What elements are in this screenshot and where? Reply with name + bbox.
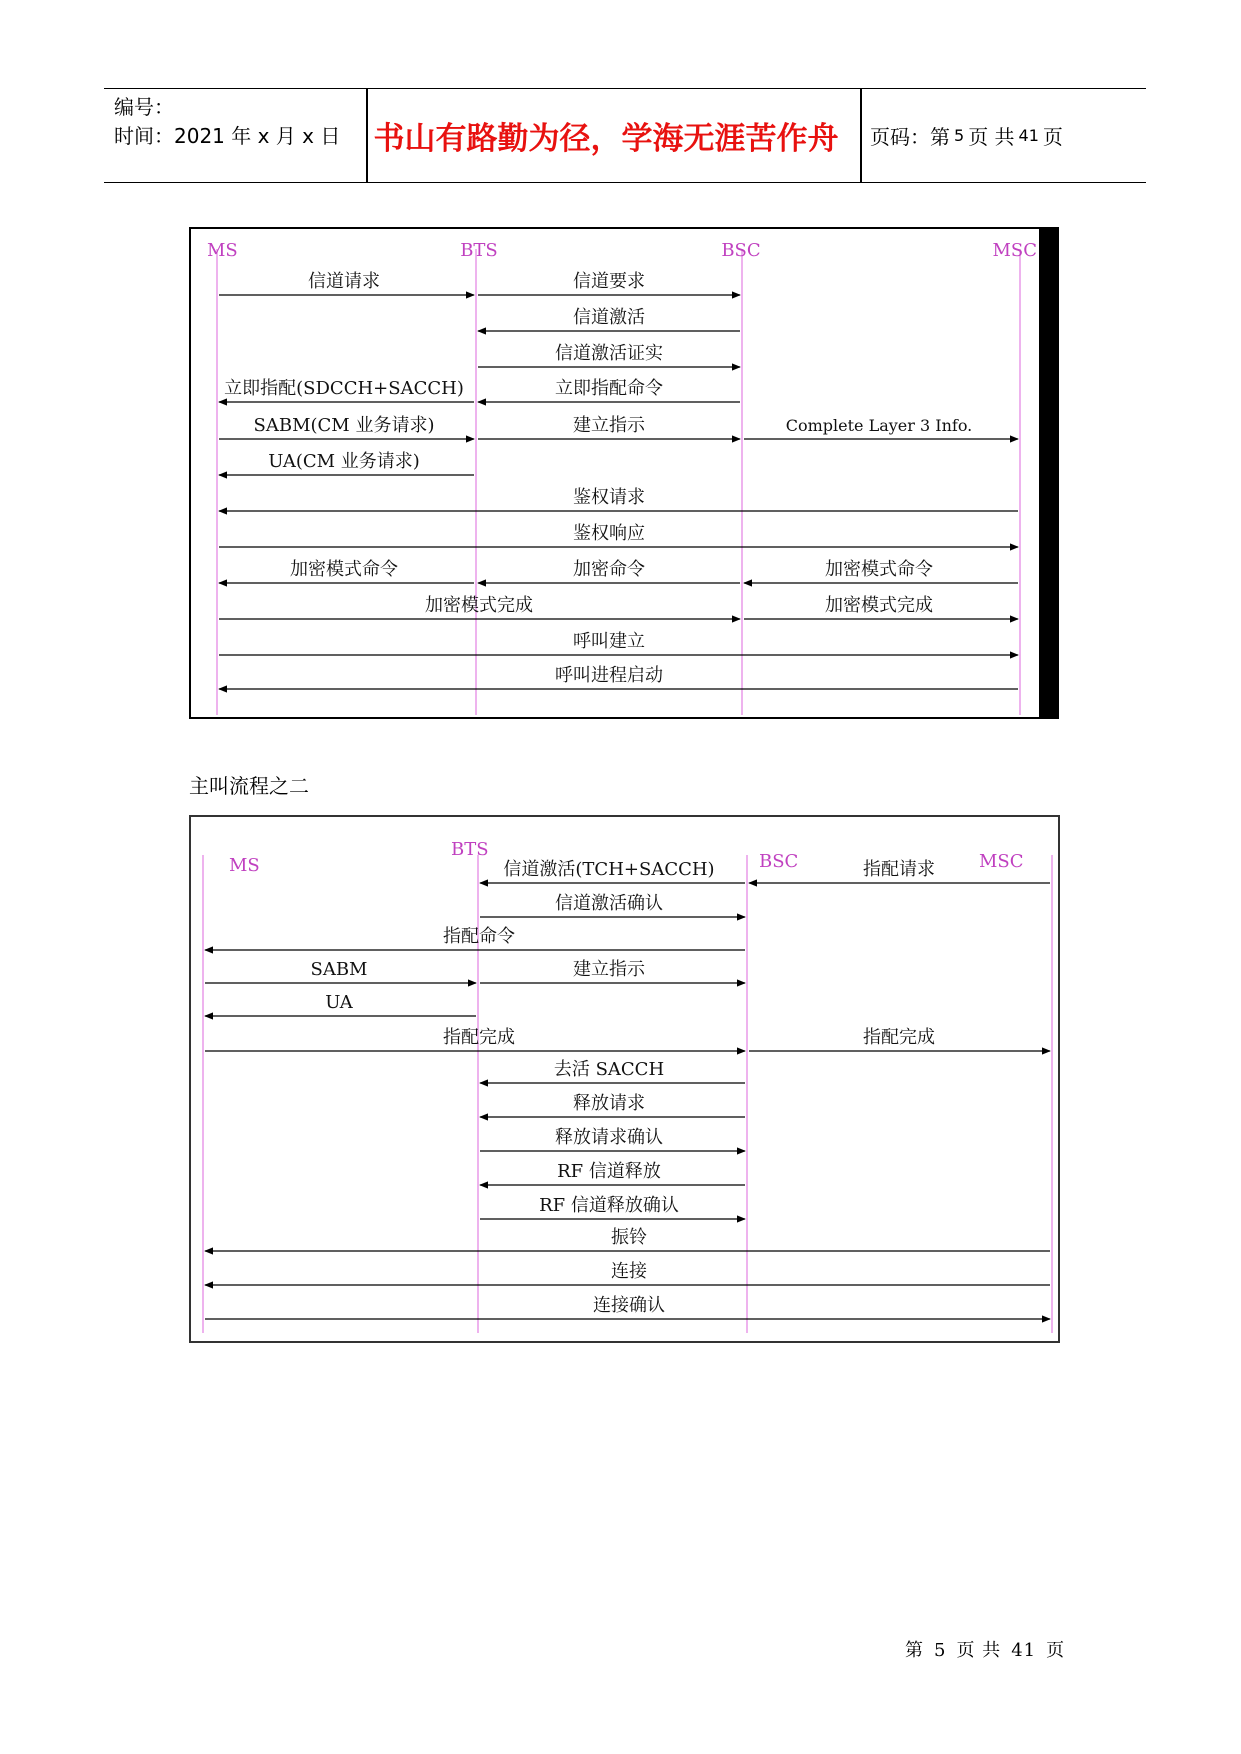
message-label: 立即指配命令 — [555, 378, 663, 399]
page-suffix: 页 — [1042, 125, 1063, 149]
message-label: 加密命令 — [573, 559, 645, 580]
message-label: UA — [325, 992, 353, 1013]
header-page-info — [870, 89, 1063, 182]
header-left-cell — [114, 93, 340, 151]
message-label: 加密模式命令 — [290, 559, 398, 580]
call-flow-diagram-2 — [189, 815, 1060, 1343]
message-label: 信道激活证实 — [555, 343, 663, 364]
footer-page: 5 — [934, 1640, 947, 1661]
message-label: RF 信道释放 — [557, 1161, 661, 1182]
number-label: 编号： — [114, 95, 174, 119]
message-label: 指配完成 — [863, 1027, 935, 1048]
page-prefix: 页码：第 — [870, 125, 950, 149]
message-label: 信道要求 — [573, 271, 645, 292]
message-label: 加密模式命令 — [825, 559, 933, 580]
document-header — [104, 88, 1146, 183]
page-number: 5 — [954, 126, 965, 145]
message-label: SABM — [310, 959, 368, 980]
message-label: 立即指配(SDCCH+SACCH) — [224, 378, 464, 399]
page-footer — [900, 1636, 1070, 1662]
message-label: 呼叫建立 — [573, 631, 645, 652]
entity-label-bsc: BSC — [759, 851, 799, 872]
entity-label-ms: MS — [229, 855, 260, 876]
footer-mid: 页 共 — [956, 1640, 1002, 1661]
call-flow-diagram-1 — [189, 227, 1059, 719]
entity-label-bsc: BSC — [721, 240, 761, 261]
page-mid: 页 共 — [968, 125, 1015, 149]
entity-label-msc: MSC — [992, 240, 1037, 261]
entity-label-msc: MSC — [979, 851, 1024, 872]
diagram-right-edge — [1039, 227, 1059, 719]
entity-label-bts: BTS — [460, 240, 498, 261]
message-label: 信道激活 — [573, 307, 645, 328]
message-label: 指配完成 — [443, 1027, 515, 1048]
message-label: 鉴权请求 — [573, 487, 645, 508]
message-label: 连接 — [611, 1261, 647, 1282]
message-label: 指配请求 — [863, 859, 935, 880]
message-label: 连接确认 — [593, 1295, 665, 1316]
section-caption: 主叫流程之二 — [189, 774, 309, 798]
message-label: SABM(CM 业务请求) — [253, 415, 435, 436]
message-label: 建立指示 — [573, 415, 645, 436]
message-label: 信道请求 — [308, 271, 380, 292]
message-label: 释放请求确认 — [555, 1127, 663, 1148]
footer-total: 41 — [1011, 1640, 1037, 1661]
page-total: 41 — [1018, 126, 1039, 145]
message-label: 释放请求 — [573, 1093, 645, 1114]
footer-prefix: 第 — [905, 1640, 924, 1661]
entity-label-ms: MS — [207, 240, 238, 261]
message-label: UA(CM 业务请求) — [268, 451, 420, 472]
message-label: 去活 SACCH — [553, 1059, 665, 1080]
message-label: RF 信道释放确认 — [539, 1195, 679, 1216]
message-label: 信道激活(TCH+SACCH) — [503, 859, 715, 880]
message-label: 振铃 — [611, 1227, 647, 1248]
message-label: Complete Layer 3 Info. — [785, 416, 973, 435]
time-label: 时间：2021 年 x 月 x 日 — [114, 124, 341, 148]
message-label: 呼叫进程启动 — [555, 665, 663, 686]
message-label: 指配命令 — [443, 926, 515, 947]
message-label: 信道激活确认 — [555, 893, 663, 914]
message-label: 鉴权响应 — [573, 523, 645, 544]
message-label: 加密模式完成 — [825, 595, 933, 616]
footer-suffix: 页 — [1046, 1640, 1066, 1661]
header-motto: 书山有路勤为径，学海无涯苦作舟 — [373, 121, 839, 157]
entity-label-bts: BTS — [451, 839, 489, 860]
message-label: 加密模式完成 — [425, 595, 533, 616]
header-divider — [860, 89, 862, 182]
message-label: 建立指示 — [573, 959, 645, 980]
